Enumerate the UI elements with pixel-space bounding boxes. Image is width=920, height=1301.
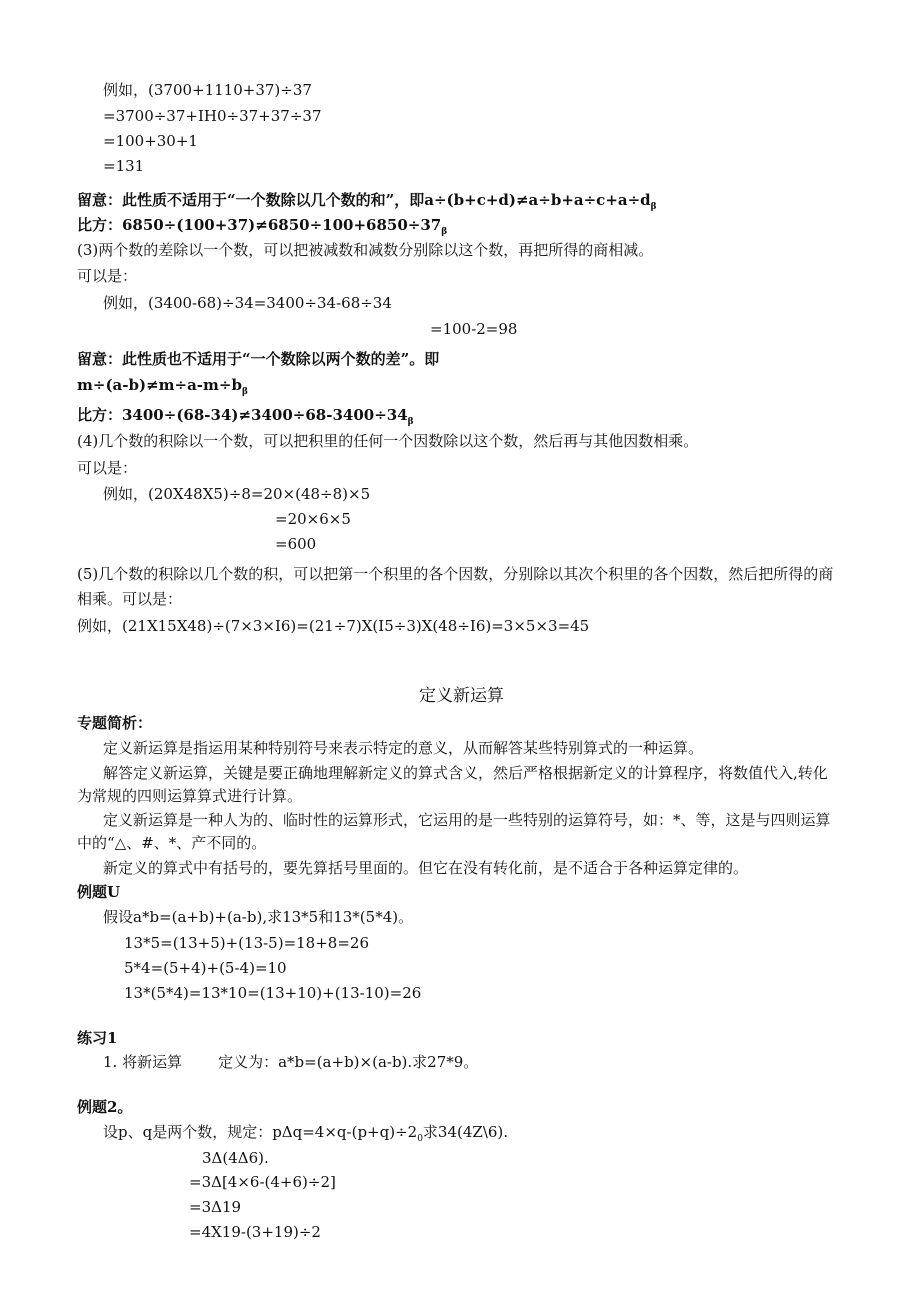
compare-subscript: β	[407, 417, 414, 427]
paragraph: 定义新运算是一种人为的、临时性的运算形式，它运用的是一些特别的运算符号，如：*、等，这是与四则运算	[103, 811, 831, 829]
paragraph: 中的“△、#、*、产不同的。	[77, 834, 267, 852]
intro-label: 专题简析：	[77, 714, 153, 732]
rule-can: 可以是：	[77, 459, 138, 477]
example-line: 3Δ(4Δ6).	[202, 1149, 269, 1167]
example-line: 假设a*b=(a+b)+(a-b),求13*5和13*(5*4)。	[103, 908, 414, 926]
practice-item-prefix: 1. 将新运算	[103, 1053, 183, 1071]
example-line: =4X19-(3+19)÷2	[189, 1223, 321, 1241]
example-line: 13*(5*4)=13*10=(13+10)+(13-10)=26	[124, 984, 422, 1002]
compare-text: 比方：3400÷(68-34)≠3400÷68-3400÷34	[77, 406, 408, 424]
compare-text: 比方：6850÷(100+37)≠6850÷100+6850÷37	[77, 216, 442, 234]
example-line: 13*5=(13+5)+(13-5)=18+8=26	[124, 934, 369, 952]
rule-text: 相乘。可以是：	[77, 590, 183, 608]
example-line: =600	[275, 535, 317, 553]
example-line: 例如，(20X48X5)÷8=20×(48÷8)×5	[103, 485, 371, 503]
example-line: =131	[103, 157, 145, 175]
note-subscript: β	[241, 387, 248, 397]
rule-text: (5)几个数的积除以几个数的积，可以把第一个积里的各个因数，分别除以其次个积里的各个因数，然后把所得的商	[77, 565, 834, 583]
example-line: =100+30+1	[103, 132, 198, 150]
example-line: =3700÷37+IH0÷37+37÷37	[103, 107, 322, 125]
section-title: 定义新运算	[419, 686, 504, 706]
example-line: 例如，(3700+1110+37)÷37	[103, 81, 312, 99]
note-text: m÷(a-b)≠m÷a-m÷b	[77, 376, 242, 394]
note-line: 留意：此性质也不适用于“一个数除以两个数的差”。即	[77, 350, 440, 368]
compare-subscript: β	[441, 227, 448, 237]
example-text: 求34(4Z\6).	[422, 1123, 509, 1141]
example-text: 设p、q是两个数，规定：pΔq=4×q-(p+q)÷2	[103, 1123, 418, 1141]
example-line: 例如，(3400-68)÷34=3400÷34-68÷34	[103, 294, 392, 312]
example-line: =3Δ19	[189, 1198, 242, 1216]
rule-text: (3)两个数的差除以一个数，可以把被减数和减数分别除以这个数，再把所得的商相减。	[77, 241, 654, 259]
practice-label: 练习1	[77, 1029, 118, 1047]
rule-can: 可以是：	[77, 267, 138, 285]
example-line: =20×6×5	[275, 510, 351, 528]
rule-text: (4)几个数的积除以一个数，可以把积里的任何一个因数除以这个数，然后再与其他因数相乘。	[77, 432, 699, 450]
note-text: 留意：此性质不适用于“一个数除以几个数的和”，即a÷(b+c+d)≠a÷b+a÷c+a÷d	[77, 191, 651, 209]
example-line: =3Δ[4×6-(4+6)÷2]	[189, 1173, 336, 1191]
compare-line	[77, 405, 414, 428]
paragraph: 为常规的四则运算算式进行计算。	[77, 787, 303, 805]
example-label: 例题2。	[77, 1098, 133, 1116]
paragraph: 定义新运算是指运用某种特别符号来表示特定的意义，从而解答某些特别算式的一种运算。	[103, 739, 704, 757]
example-subscript: 0	[417, 1134, 423, 1144]
example-line: 例如，(21X15X48)÷(7×3×I6)=(21÷7)X(I5÷3)X(48÷I6)=3×5×3=45	[77, 617, 590, 635]
practice-item-text: 定义为：a*b=(a+b)×(a-b).求27*9。	[218, 1053, 479, 1071]
practice-item	[103, 1052, 478, 1072]
note-subscript: β	[650, 202, 657, 212]
example-line: 5*4=(5+4)+(5-4)=10	[124, 959, 287, 977]
example-label: 例题U	[77, 883, 121, 901]
note-line	[77, 190, 657, 213]
paragraph: 新定义的算式中有括号的，要先算括号里面的。但它在没有转化前，是不适合于各种运算定律的。	[103, 859, 749, 877]
paragraph: 解答定义新运算，关键是要正确地理解新定义的算式含义，然后严格根据新定义的计算程序，将数值代入,转化	[103, 764, 828, 782]
example-line: =100-2=98	[430, 320, 518, 338]
example-line	[103, 1122, 508, 1145]
note-line	[77, 375, 248, 398]
compare-line	[77, 215, 447, 238]
